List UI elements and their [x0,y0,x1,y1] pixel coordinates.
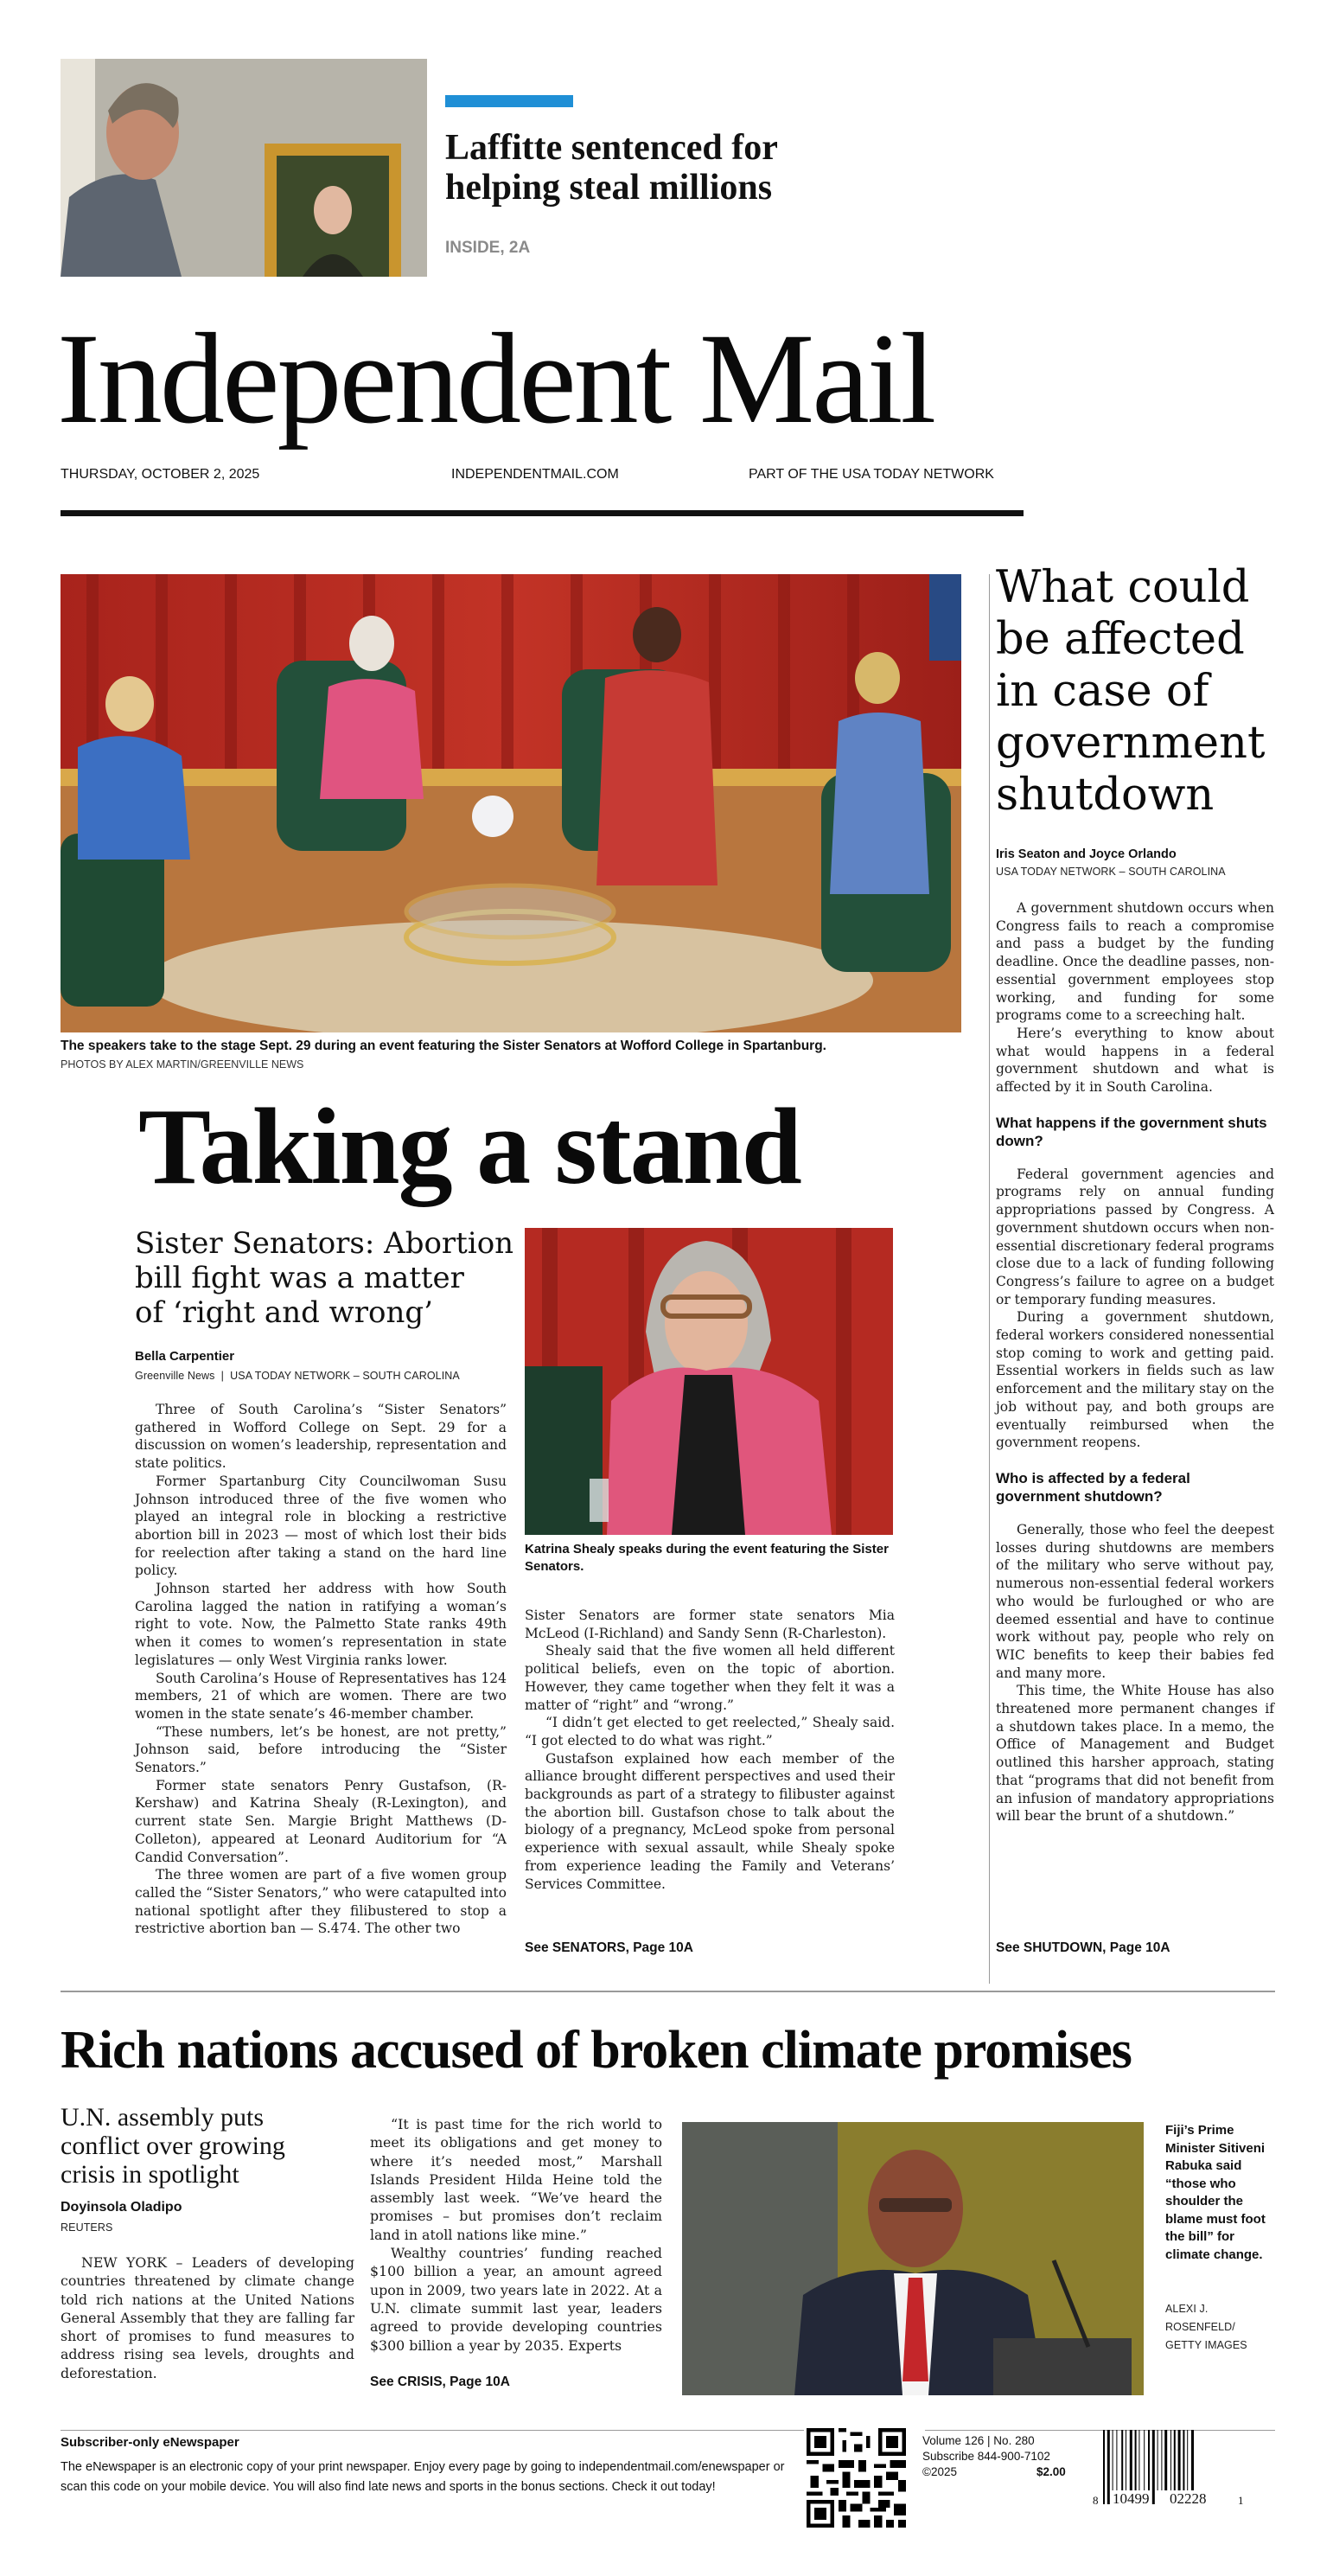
rabuka-photo-art [682,2122,1144,2395]
paragraph: Here’s everything to know about what would happens in a federal government shutdown and what is affected by it in South Carolina. [996,1025,1274,1096]
paragraph: Gustafson explained how each member of the alliance brought different perspectives and used their backgrounds as part of a strategy to filibuster against the abortion bill. Gustafson chose to talk about the biology of a pregnancy, McLeod spoke from personal experience with sexual assault, while Shealy spoke from experience leading the Family and Veterans’ Services Committee. [525,1750,895,1892]
price: $2.00 [1036,2465,1066,2478]
paragraph: “These numbers, let’s be honest, are not pretty,” Johnson said, before introducing the “Sister Senators.” [135,1723,507,1776]
teaser-headline[interactable] [445,128,778,208]
shealy-photo-art [525,1228,893,1535]
teaser-reference[interactable]: INSIDE, 2A [445,239,531,257]
climate-deck[interactable] [61,2103,285,2189]
barcode-bar [1130,2430,1132,2490]
issue-info [922,2433,1095,2480]
barcode-digits-1: 10499 [1113,2490,1150,2507]
shutdown-headline-line: be affected [996,614,1245,665]
column-divider [989,574,990,1984]
rabuka-photo-credit [1165,2300,1247,2355]
climate-column-2 [370,2115,662,2355]
shutdown-affiliation: USA TODAY NETWORK – SOUTH CAROLINA [996,866,1226,878]
teaser-photo[interactable] [61,59,427,277]
barcode-bar [1152,2430,1155,2504]
credit-line: ALEXI J. [1165,2303,1209,2315]
paragraph: Generally, those who feel the deepest losses during shutdowns are members of the military who serve without pay, numerous non-essential federal workers who would be furloughed or who are deemed essential and have to continue work without pay, people who rely on WIC benefits to keep their babies fed and many more. [996,1521,1274,1681]
barcode-digit-right: 1 [1238,2494,1244,2507]
shutdown-headline[interactable] [996,562,1265,821]
paragraph: During a government shutdown, federal workers considered nonessential stop coming to work and getting paid. Essential workers in fields such as law enforcement and the military stay on the job without pay, and both groups are eventually reimbursed when the government reopens. [996,1309,1274,1451]
teaser-photo-art [61,59,427,277]
paragraph: A government shutdown occurs when Congress fails to reach a compromise and pass a budget by the funding deadline. Once the deadline passes, non-essential government employees stop working, and funding for some programs come to a screeching halt. [996,900,1274,1024]
credit-line: GETTY IMAGES [1165,2339,1247,2351]
rabuka-photo-caption: Fiji’s Prime Minister Sitiveni Rabuka said “those who shoulder the blame must foot the bill” for climate change. [1165,2123,1266,2262]
barcode-bar [1121,2430,1123,2490]
climate-deck-line: U.N. assembly puts [61,2103,264,2132]
barcode-digits-2: 02228 [1170,2490,1207,2507]
rabuka-photo[interactable] [682,2122,1144,2395]
shutdown-body [996,899,1274,1825]
paragraph: “It is past time for the rich world to meet its obligations and get money to where it’s needed most,” Marshall Islands President Hilda Heine told the assembly last week. “We’ve heard the promises – but promises don’t reclaim land in atoll nations like mine.” [370,2116,662,2243]
qr-code-icon [807,2428,906,2528]
lead-story-column-1 [135,1401,507,1938]
qr-code[interactable] [807,2428,906,2528]
lead-story-headline[interactable]: Taking a stand [138,1087,800,1207]
credit-line: ROSENFELD/ [1165,2321,1235,2333]
paragraph: Three of South Carolina’s “Sister Senators” gathered in Wofford College on Sept. 29 for a discussion on women’s leadership, representation and state politics. [135,1402,507,1472]
lead-photo[interactable] [61,574,961,1032]
shutdown-jump-link[interactable]: See SHUTDOWN, Page 10A [996,1940,1170,1955]
teaser-headline-line1: Laffitte sentenced for [445,128,778,168]
crisis-jump-link[interactable]: See CRISIS, Page 10A [370,2375,510,2389]
volume-number: Volume 126 | No. 280 [922,2434,1035,2447]
barcode-bar [1170,2430,1171,2490]
copyright: ©2025 [922,2465,957,2478]
masthead-title: Independent Mail [57,307,934,451]
paragraph: Johnson started her address with how South Carolina lagged the nation in ratifying a woman’s right to vote. Now, the Palmetto State ranks 49th when it comes to women’s representation in state legislatures — only West Virginia ranks lower. [135,1581,507,1668]
lead-photo-caption: The speakers take to the stage Sept. 29 during an event featuring the Sister Senators at Wofford College in Spartanburg. [61,1039,826,1053]
shutdown-headline-line: What could [996,562,1250,613]
enewspaper-title: Subscriber-only eNewspaper [61,2435,239,2450]
paragraph: The three women are part of a five women group called the “Sister Senators,” who were catapulted into national spotlight after they filibustered to stop a restrictive abortion ban — S.474. The other two [135,1867,507,1937]
shutdown-subhead-1: What happens if the government shuts down? [996,1114,1267,1149]
deck-line-2: bill fight was a matter [135,1261,464,1295]
climate-column-1 [61,2253,354,2382]
shutdown-subhead-2: Who is affected by a federal government shutdown? [996,1469,1190,1505]
paragraph: Former state senators Penry Gustafson, (R-Kershaw) and Katrina Shealy (R-Lexington), and current state Sen. Margie Bright Matthews (D-Colleton), appeared at Leonard Auditorium for “A Candid Conversation”. [135,1777,507,1865]
barcode-bar [1138,2430,1139,2490]
climate-deck-line: conflict over growing [61,2132,285,2160]
barcode [1082,2428,1255,2509]
paragraph: “I didn’t get elected to get reelected,” Shealy said. “I got elected to do what was right.” [525,1715,895,1748]
lead-story-author[interactable]: Bella Carpentier [135,1349,235,1364]
paragraph: Wealthy countries’ funding reached $100 billion a year, an amount agreed upon in 2009, two years late in 2022. At a U.N. climate summit last year, leaders agreed to provide developing countries $300 billion a year by 2035. Experts [370,2245,662,2354]
footer-divider [61,2430,804,2431]
deck-line-3: of ‘right and wrong’ [135,1295,433,1330]
lead-photo-art [61,574,961,1032]
barcode-bar [1116,2430,1117,2490]
lead-story-deck[interactable] [135,1226,513,1330]
barcode-bar [1164,2430,1167,2490]
shutdown-headline-line: in case of [996,666,1209,717]
paragraph: Sister Senators are former state senators Mia McLeod (I-Richland) and Sandy Senn (R-Charleston). [525,1608,895,1641]
paragraph: This time, the White House has also threatened more permanent changes if a shutdown takes place. In a memo, the Office of Management and Budget outlined this harsher approach, stating that “programs that did not benefit from an infusion of mandatory appropriations will bear the brunt of a shutdown.” [996,1683,1274,1825]
barcode-bar [1135,2430,1137,2490]
barcode-bar [1161,2430,1162,2490]
masthead-date: THURSDAY, OCTOBER 2, 2025 [61,467,260,482]
enewspaper-text: The eNewspaper is an electronic copy of your print newspaper. Enjoy every page by going to independentmail.com/enewspaper or scan this code on your mobile device. You will also find late news and sports in the bonus sections. Check it out today! [61,2460,785,2494]
senators-jump-link[interactable]: See SENATORS, Page 10A [525,1940,693,1955]
paragraph: Federal government agencies and programs rely on annual funding appropriations passed by Congress. A government shutdown occurs when non-essential discretionary federal programs close due to a lack of funding following Congress’s failure to agree on a budget or temporary funding measures. [996,1166,1274,1307]
masthead-rule [61,510,1024,516]
climate-affiliation: REUTERS [61,2221,113,2234]
barcode-bar [1103,2430,1105,2504]
shutdown-headline-line: government [996,718,1266,769]
lead-photo-credit: PHOTOS BY ALEX MARTIN/GREENVILLE NEWS [61,1058,304,1071]
climate-headline[interactable]: Rich nations accused of broken climate promises [61,2021,1132,2080]
paragraph: Former Spartanburg City Councilwoman Susu Johnson introduced three of the five women who played an integral role in blocking a restrictive abortion bill in 2023 — most of which lost their bids for reelection after taking a stand on the hard line policy. [135,1473,507,1579]
climate-deck-line: crisis in spotlight [61,2160,239,2189]
teaser-headline-line2: helping steal millions [445,168,773,208]
shutdown-headline-line: shutdown [996,770,1215,821]
section-divider [61,1991,1275,1992]
teaser-accent-bar [445,95,573,107]
masthead-network: PART OF THE USA TODAY NETWORK [749,467,994,482]
barcode-bar [1144,2430,1145,2490]
lead-story-column-2 [525,1607,895,1893]
barcode-bar [1107,2430,1110,2504]
climate-author[interactable]: Doyinsola Oladipo [61,2200,182,2215]
subscribe-phone[interactable]: Subscribe 844-900-7102 [922,2450,1050,2463]
paragraph: South Carolina’s House of Representatives has 124 members, 21 of which are women. There are two women in the state senate’s 46-member chamber. [135,1670,507,1722]
shutdown-authors[interactable]: Iris Seaton and Joyce Orlando [996,847,1177,861]
deck-line-1: Sister Senators: Abortion [135,1226,514,1261]
barcode-bar [1174,2430,1176,2490]
barcode-digit-left: 8 [1093,2494,1099,2507]
paragraph: Shealy said that the five women all held different political beliefs, even on the topic of abortion. However, they came together when they felt it was a matter of “right” and “wrong.” [525,1643,895,1713]
shealy-photo-caption: Katrina Shealy speaks during the event featuring the Sister Senators. [525,1542,889,1574]
paragraph: NEW YORK – Leaders of developing countries threatened by climate change told rich nations at the United Nations General Assembly that they are falling far short of promises to fund measures to address rising sea levels, droughts and deforestation. [61,2254,354,2381]
lead-story-affiliation: Greenville News | USA TODAY NETWORK – SOUTH CAROLINA [135,1370,460,1382]
barcode-bar [1178,2430,1181,2490]
masthead-website[interactable]: INDEPENDENTMAIL.COM [451,467,619,482]
barcode-bar [1183,2430,1184,2490]
shealy-photo[interactable] [525,1228,893,1535]
